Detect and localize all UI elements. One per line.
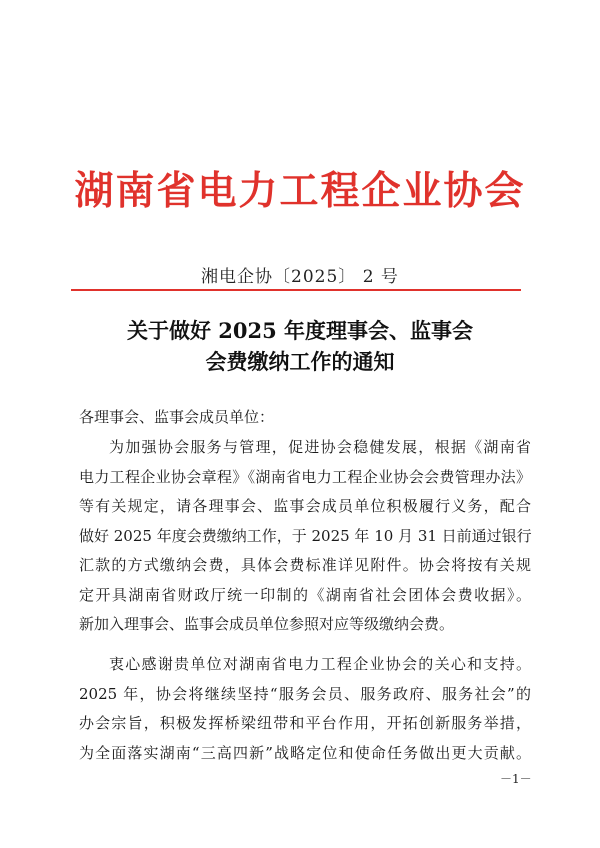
paragraph-line: 电力工程企业协会章程》《湖南省电力工程企业协会会费管理办法》 xyxy=(79,467,531,486)
red-divider-rule xyxy=(71,289,521,291)
paragraph-line: 2025 年，协会将继续坚持“服务会员、服务政府、服务社会”的 xyxy=(79,684,531,703)
notice-title-line-2: 会费缴纳工作的通知 xyxy=(205,349,395,374)
notice-title-line-1: 关于做好 2025 年度理事会、监事会 xyxy=(126,318,474,343)
paragraph-line: 为全面落实湖南“三高四新”战略定位和使命任务做出更大贡献。 xyxy=(79,743,531,762)
notice-title xyxy=(0,315,600,377)
paragraph-line: 衷心感谢贵单位对湖南省电力工程企业协会的关心和支持。 xyxy=(109,655,531,673)
paragraph-line: 做好 2025 年度会费缴纳工作，于 2025 年 10 月 31 日前通过银行 xyxy=(79,526,532,545)
salutation xyxy=(79,403,531,433)
paragraph-line: 等有关规定，请各理事会、监事会成员单位积极履行义务，配合 xyxy=(79,497,531,515)
letterhead-title: 湖南省电力工程企业协会 xyxy=(74,168,526,214)
paragraph-line: 新加入理事会、监事会成员单位参照对应等级缴纳会费。 xyxy=(79,615,455,633)
paragraph-line: 办会宗旨，积极发挥桥梁纽带和平台作用，开拓创新服务举措， xyxy=(79,714,531,732)
paragraph-line: 为加强协会服务与管理，促进协会稳健发展，根据《湖南省 xyxy=(109,438,531,456)
salutation-text: 各理事会、监事会成员单位： xyxy=(79,408,275,426)
page-number: －1－ xyxy=(500,772,532,786)
paragraph-line: 汇款的方式缴纳会费，具体会费标准详见附件。协会将按有关规 xyxy=(79,556,531,574)
paragraph-2 xyxy=(79,650,531,768)
paragraph-line: 定开具湖南省财政厅统一印制的《湖南省社会团体会费收据》。 xyxy=(79,585,531,604)
document-number: 湘电企协〔2025〕 2 号 xyxy=(201,267,399,287)
paragraph-1 xyxy=(79,433,531,640)
